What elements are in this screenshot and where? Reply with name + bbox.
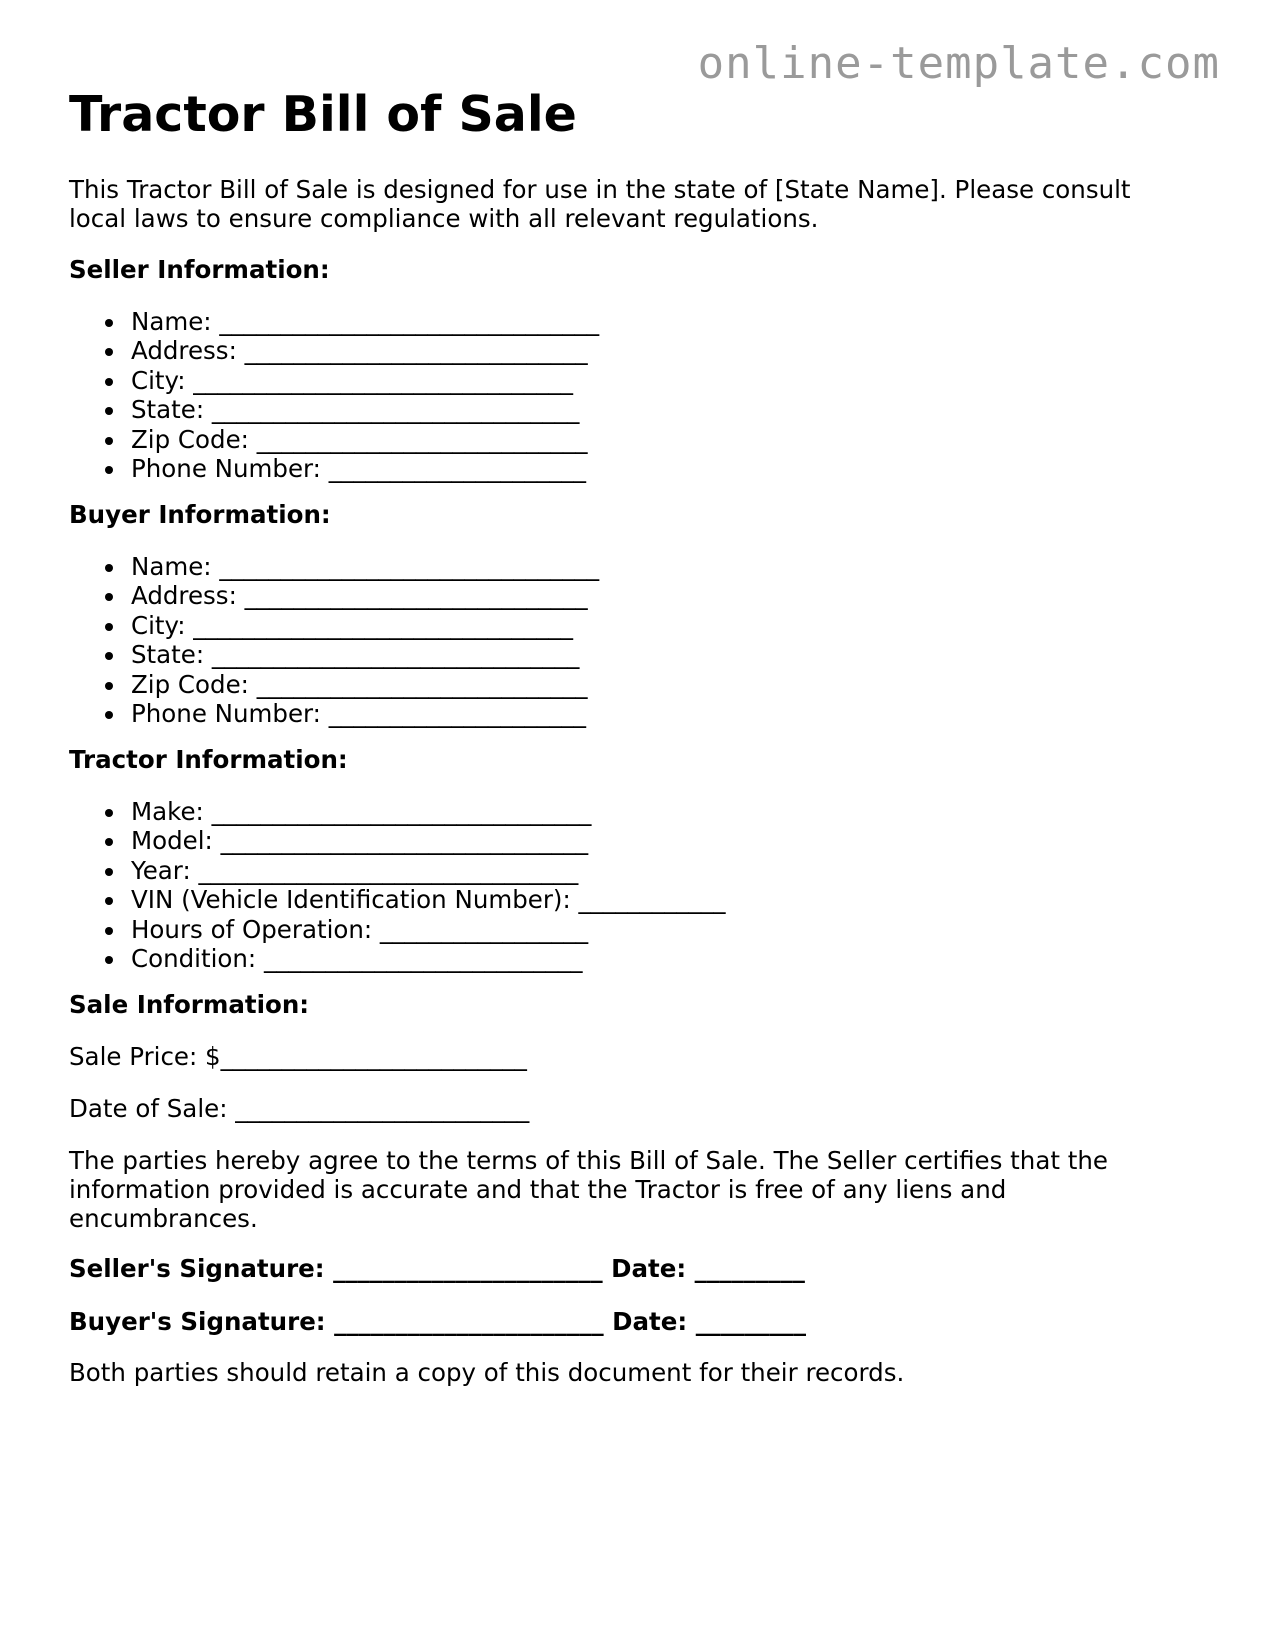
- buyer-state-field: State: ______________________________: [69, 640, 599, 669]
- watermark-text: online-template.com: [697, 38, 1220, 89]
- buyer-name-field: Name: _______________________________: [69, 552, 599, 581]
- seller-state-field: State: ______________________________: [69, 395, 599, 424]
- seller-address-field: Address: ____________________________: [69, 336, 599, 365]
- tractor-condition-field: Condition: __________________________: [69, 944, 726, 973]
- agreement-paragraph: The parties hereby agree to the terms of this Bill of Sale. The Seller certifies that the information provided is accurate and that the Tractor is free of any liens and encumbrances.: [69, 1146, 1108, 1233]
- sale-date-field: Date of Sale: ________________________: [69, 1094, 530, 1123]
- seller-phone-field: Phone Number: _____________________: [69, 454, 599, 483]
- buyer-address-field: Address: ____________________________: [69, 581, 599, 610]
- buyer-zip-field: Zip Code: ___________________________: [69, 670, 599, 699]
- tractor-list: [69, 797, 726, 973]
- footer-note: Both parties should retain a copy of this document for their records.: [69, 1358, 905, 1387]
- buyer-phone-field: Phone Number: _____________________: [69, 699, 599, 728]
- buyer-list: [69, 552, 599, 728]
- tractor-year-field: Year: _______________________________: [69, 856, 726, 885]
- tractor-vin-field: VIN (Vehicle Identification Number): ____________: [69, 885, 726, 914]
- seller-list: [69, 307, 599, 483]
- seller-city-field: City: _______________________________: [69, 366, 599, 395]
- page-title: Tractor Bill of Sale: [69, 86, 577, 143]
- seller-signature-line: Seller's Signature: ______________________ Date: _________: [69, 1254, 805, 1283]
- sale-heading: Sale Information:: [69, 990, 310, 1019]
- intro-paragraph: This Tractor Bill of Sale is designed for use in the state of [State Name]. Please consult local laws to ensure compliance with all relevant regulations.: [69, 175, 1131, 233]
- buyer-signature-line: Buyer's Signature: ______________________ Date: _________: [69, 1307, 806, 1336]
- tractor-model-field: Model: ______________________________: [69, 826, 726, 855]
- sale-price-field: Sale Price: $_________________________: [69, 1042, 527, 1071]
- seller-heading: Seller Information:: [69, 255, 330, 284]
- seller-zip-field: Zip Code: ___________________________: [69, 425, 599, 454]
- seller-name-field: Name: _______________________________: [69, 307, 599, 336]
- tractor-hours-field: Hours of Operation: _________________: [69, 915, 726, 944]
- buyer-city-field: City: _______________________________: [69, 611, 599, 640]
- tractor-make-field: Make: _______________________________: [69, 797, 726, 826]
- tractor-heading: Tractor Information:: [69, 745, 348, 774]
- buyer-heading: Buyer Information:: [69, 500, 331, 529]
